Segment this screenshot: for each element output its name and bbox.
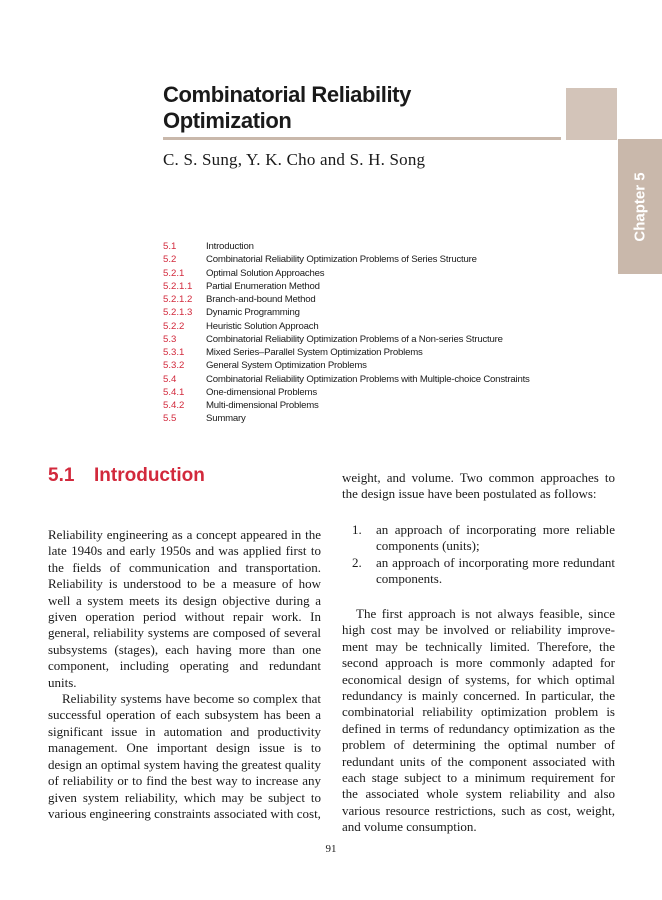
list-marker: 2. bbox=[352, 554, 362, 570]
toc-item bbox=[163, 359, 530, 372]
toc-item bbox=[163, 373, 530, 386]
toc-title: Combinatorial Reliability Optimization Problems of a Non-series Structure bbox=[206, 333, 503, 345]
toc-number: 5.2 bbox=[163, 254, 177, 266]
toc-item bbox=[163, 320, 530, 333]
toc-title: Branch-and-bound Method bbox=[206, 294, 316, 305]
toc-item bbox=[163, 280, 530, 293]
left-column bbox=[48, 527, 321, 822]
section-title: Introduction bbox=[94, 465, 205, 486]
toc-item bbox=[163, 386, 530, 399]
toc-number: 5.3.2 bbox=[163, 360, 185, 372]
toc-number: 5.2.1.2 bbox=[163, 294, 193, 305]
toc-title: Optimal Solution Approaches bbox=[206, 267, 325, 279]
table-of-contents bbox=[163, 240, 530, 426]
toc-number: 5.3 bbox=[163, 333, 177, 345]
toc-number: 5.4 bbox=[163, 373, 177, 385]
section-number: 5.1 bbox=[48, 465, 75, 486]
toc-number: 5.5 bbox=[163, 413, 177, 425]
body-paragraph: weight, and volume. Two common approaches to the design issue have been postulated as follows: bbox=[342, 470, 615, 502]
chapter-title bbox=[163, 82, 543, 134]
chapter-title-line-2: Optimization bbox=[163, 108, 292, 133]
approaches-list bbox=[342, 522, 615, 588]
list-item bbox=[352, 522, 615, 555]
chapter-tab-label: Chapter 5 bbox=[631, 171, 649, 242]
toc-title: One-dimensional Problems bbox=[206, 386, 317, 398]
page-number: 91 bbox=[325, 843, 337, 855]
toc-item bbox=[163, 306, 530, 319]
toc-number: 5.2.1 bbox=[163, 267, 185, 279]
toc-item bbox=[163, 240, 530, 253]
toc-title: Combinatorial Reliability Optimization Problems with Multiple-choice Constraints bbox=[206, 373, 530, 385]
toc-title: Heuristic Solution Approach bbox=[206, 320, 319, 332]
right-column-body bbox=[342, 606, 615, 836]
authors: C. S. Sung, Y. K. Cho and S. H. Song bbox=[163, 150, 426, 169]
body-paragraph: Reliability systems have become so complex that successful operation of each subsystem has been a significant issue in automation and productivity management. One important design issue is to design an optimal system having the greatest quality of reliability or to find the best way to increase any given system reliability, which may be subject to various engineering constraints associated with cost, bbox=[48, 691, 321, 821]
toc-title: Combinatorial Reliability Optimization Problems of Series Structure bbox=[206, 254, 477, 266]
toc-number: 5.4.1 bbox=[163, 386, 185, 398]
list-item bbox=[352, 555, 615, 588]
body-paragraph: Reliability engineering as a concept appeared in the late 1940s and early 1950s and was applied first to the fields of communication and transportation. Reliability is understood to be a measure of how well a system meets its design objective during a given operation period without repair work. In general, reliability systems are composed of several subsystems (stages), each having more than one component, including operating and redundant units. bbox=[48, 527, 321, 690]
toc-number: 5.1 bbox=[163, 241, 177, 252]
right-column-intro bbox=[342, 470, 615, 503]
toc-title: Multi-dimensional Problems bbox=[206, 400, 319, 411]
list-item-text: an approach of incorporating more redundant components. bbox=[376, 554, 615, 587]
title-rule bbox=[163, 137, 561, 140]
toc-item bbox=[163, 333, 530, 346]
toc-title: Summary bbox=[206, 413, 246, 425]
toc-item bbox=[163, 293, 530, 306]
toc-title: Introduction bbox=[206, 241, 254, 252]
toc-number: 5.2.1.1 bbox=[163, 280, 193, 292]
toc-item bbox=[163, 253, 530, 266]
title-decor-block bbox=[566, 88, 617, 140]
toc-item bbox=[163, 346, 530, 359]
toc-title: General System Optimization Problems bbox=[206, 360, 367, 372]
toc-title: Partial Enumeration Method bbox=[206, 280, 320, 292]
list-marker: 1. bbox=[352, 522, 362, 537]
toc-item bbox=[163, 267, 530, 280]
toc-item bbox=[163, 399, 530, 412]
chapter-tab bbox=[618, 139, 662, 274]
list-item-text: an approach of incorporating more reliable components (units); bbox=[376, 522, 615, 554]
toc-number: 5.3.1 bbox=[163, 347, 185, 358]
toc-number: 5.2.1.3 bbox=[163, 307, 193, 319]
toc-number: 5.2.2 bbox=[163, 320, 185, 332]
toc-number: 5.4.2 bbox=[163, 400, 185, 411]
chapter-title-line-1: Combinatorial Reliability bbox=[163, 82, 411, 107]
toc-title: Dynamic Programming bbox=[206, 307, 300, 319]
toc-title: Mixed Series–Parallel System Optimization Problems bbox=[206, 347, 423, 358]
body-paragraph: The first approach is not always feasible, since high cost may be involved or reliability improvement may be technically limited. Therefore, the second approach is more commonly adapted for economical design of systems, for which optimal redundancy is mainly concerned. In particular, the combinatorial reliability optimization problem is defined in terms of redundancy optimization as the problem of determining the optimal number of redundant units of the component associated with each stage subject to a minimum requirement for the associated whole system reliability and also various resource restrictions, such as cost, weight, and volume consumption. bbox=[342, 606, 615, 835]
toc-item bbox=[163, 412, 530, 425]
section-heading bbox=[48, 465, 205, 487]
